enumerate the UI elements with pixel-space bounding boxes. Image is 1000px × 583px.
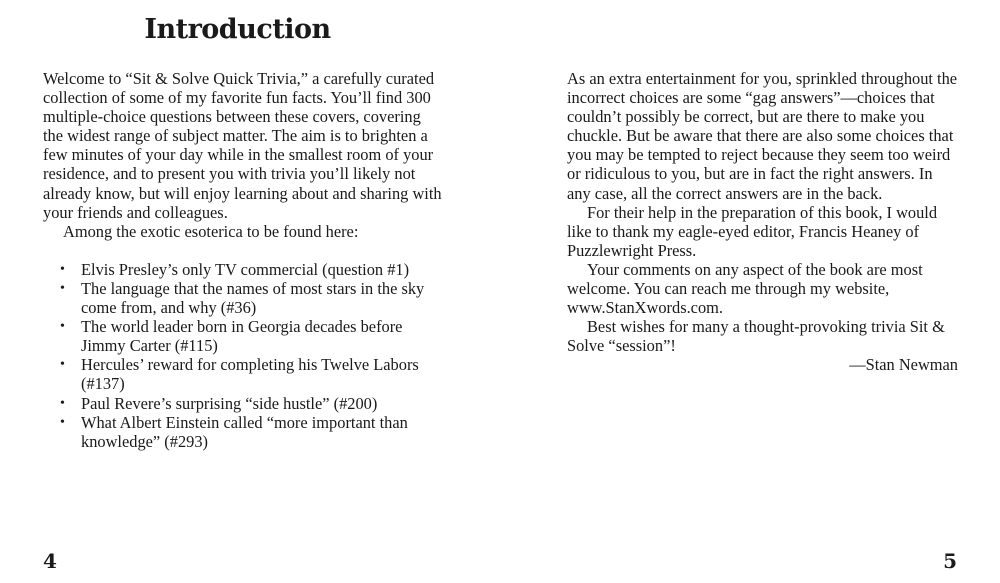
list-item-text: What Albert Einstein called “more important than knowledge” (#293) (81, 412, 408, 451)
gag-answers-paragraph: As an extra entertainment for you, sprinkled throughout the incorrect choices are some “gag answers”—choices that couldn’t possibly be correct, but are there to make you chuckle. But be aware that there are also some choices that you may be tempted to reject because they seem too weird or ridiculous to you, but are in fact the right answers. In any case, all the correct answers are in the back. (567, 69, 958, 203)
list-item (43, 260, 429, 279)
list-item-text: Elvis Presley’s only TV commercial (question #1) (81, 259, 410, 279)
comments-paragraph: Your comments on any aspect of the book are most welcome. You can reach me through my website, www.StanXwords.com. (567, 259, 923, 318)
right-page (500, 0, 1000, 583)
bullet-icon: • (60, 319, 65, 335)
thanks-paragraph: For their help in the preparation of this book, I would like to thank my eagle-eyed editor, Francis Heaney of Puzzlewright Press. (567, 202, 938, 260)
list-item (43, 355, 429, 393)
list-item (43, 413, 429, 451)
list-item (43, 279, 429, 317)
page-number-left: 4 (43, 549, 57, 573)
list-item-text: Paul Revere’s surprising “side hustle” (#200) (81, 393, 378, 413)
page-title: Introduction (144, 14, 331, 45)
bullet-icon: • (60, 414, 65, 430)
list-item (43, 394, 429, 413)
page-number-right: 5 (943, 549, 957, 573)
bullet-icon: • (60, 261, 65, 277)
wishes-paragraph: Best wishes for many a thought-provoking trivia Sit & Solve “session”! (567, 317, 945, 356)
bullet-icon: • (60, 395, 65, 411)
right-body (567, 69, 959, 375)
list-item-text: Hercules’ reward for completing his Twelve Labors (#137) (81, 355, 419, 394)
list-item (43, 317, 429, 355)
bullet-icon: • (60, 280, 65, 296)
esoterica-intro: Among the exotic esoterica to be found here: (63, 221, 359, 241)
author-signature: —Stan Newman (849, 355, 958, 375)
intro-paragraph: Welcome to “Sit & Solve Quick Trivia,” a carefully curated collection of some of my favorite fun facts. You’ll find 300 multiple-choice questions between these covers, covering the widest range of subject matter. The aim is to brighten a few minutes of your day while in the smallest room of your residence, and to present you with trivia you’ll likely not already know, but will enjoy learning about and sharing with your friends and colleagues. (43, 69, 442, 222)
list-item-text: The language that the names of most stars in the sky come from, and why (#36) (81, 278, 425, 318)
bullet-icon: • (60, 357, 65, 373)
left-body (43, 69, 443, 451)
esoterica-list (43, 260, 443, 451)
list-item-text: The world leader born in Georgia decades before Jimmy Carter (#115) (81, 317, 403, 356)
